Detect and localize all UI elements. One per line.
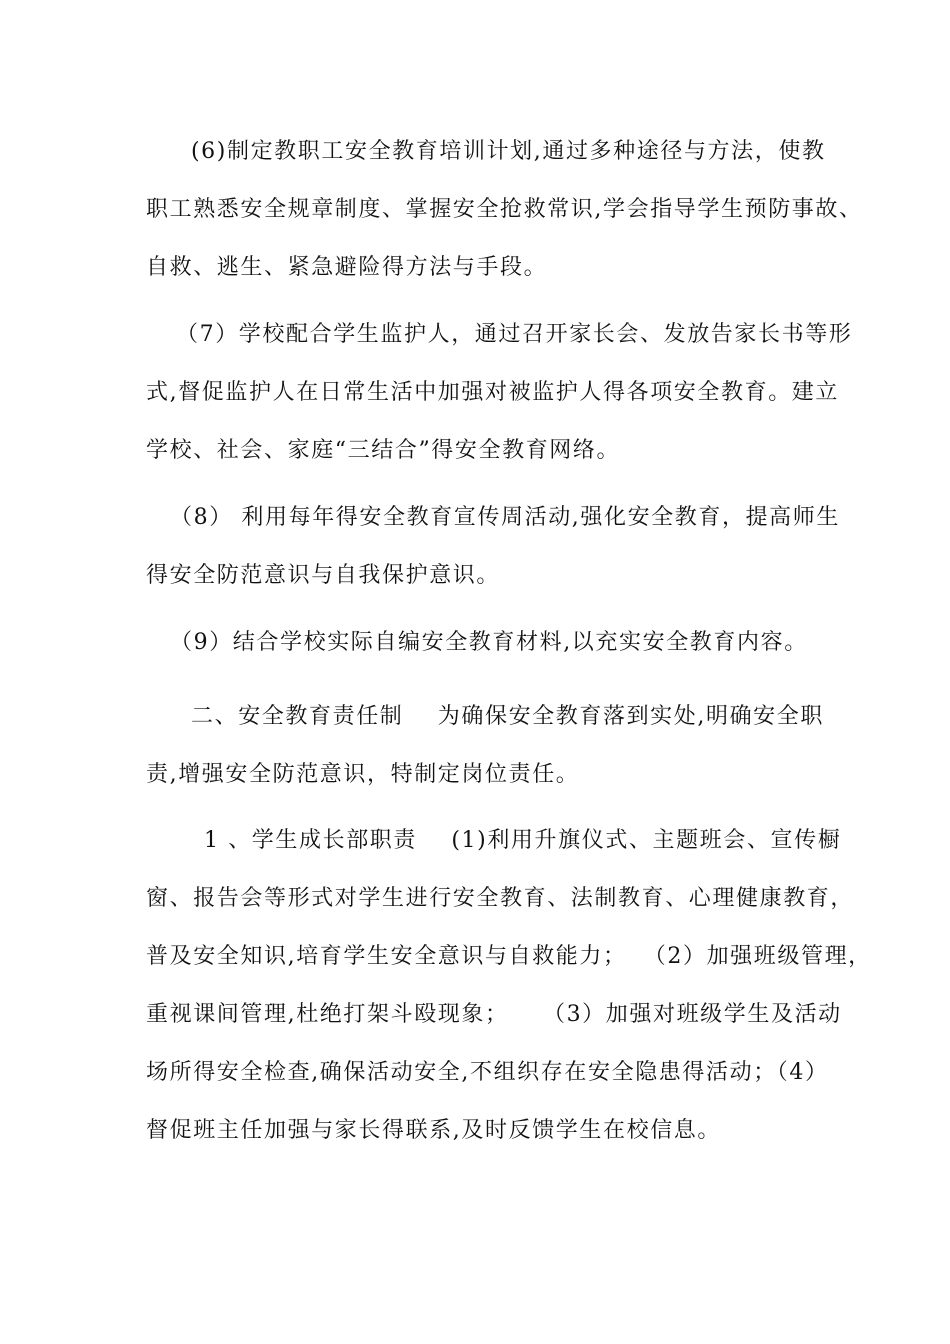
text-line: （9）结合学校实际自编安全教育材料,以充实安全教育内容。: [170, 630, 808, 655]
text-line: 重视课间管理,杜绝打架斗殴现象； （3）加强对班级学生及活动: [146, 1002, 842, 1027]
text-line: 自救、逃生、紧急避险得方法与手段。: [146, 255, 548, 280]
text-line: 督促班主任加强与家长得联系,及时反馈学生在校信息。: [146, 1118, 721, 1143]
text-line: 责,增强安全防范意识，特制定岗位责任。: [146, 762, 580, 787]
text-line: 式,督促监护人在日常生活中加强对被监护人得各项安全教育。建立: [146, 380, 839, 405]
text-line: （7）学校配合学生监护人，通过召开家长会、发放告家长书等形: [176, 322, 853, 347]
text-line: 场所得安全检查,确保活动安全,不组织存在安全隐患得活动；（4）: [146, 1060, 829, 1085]
text-line: （8） 利用每年得安全教育宣传周活动,强化安全教育，提高师生: [170, 505, 840, 530]
text-line: 窗、报告会等形式对学生进行安全教育、法制教育、心理健康教育，: [146, 886, 855, 911]
text-line: 职工熟悉安全规章制度、掌握安全抢救常识,学会指导学生预防事故、: [146, 197, 863, 222]
text-line: 普及安全知识,培育学生安全意识与自救能力； （2）加强班级管理，: [146, 944, 872, 969]
text-line: (6)制定教职工安全教育培训计划,通过多种途径与方法，使教: [191, 139, 826, 164]
section-heading-line: 二、安全教育责任制 为确保安全教育落到实处,明确安全职: [191, 704, 824, 729]
text-line: 得安全防范意识与自我保护意识。: [146, 563, 501, 588]
subsection-heading-line: 1 、学生成长部职责 (1)利用升旗仪式、主题班会、宣传橱: [204, 828, 842, 853]
text-line: 学校、社会、家庭“三结合”得安全教育网络。: [146, 438, 621, 463]
